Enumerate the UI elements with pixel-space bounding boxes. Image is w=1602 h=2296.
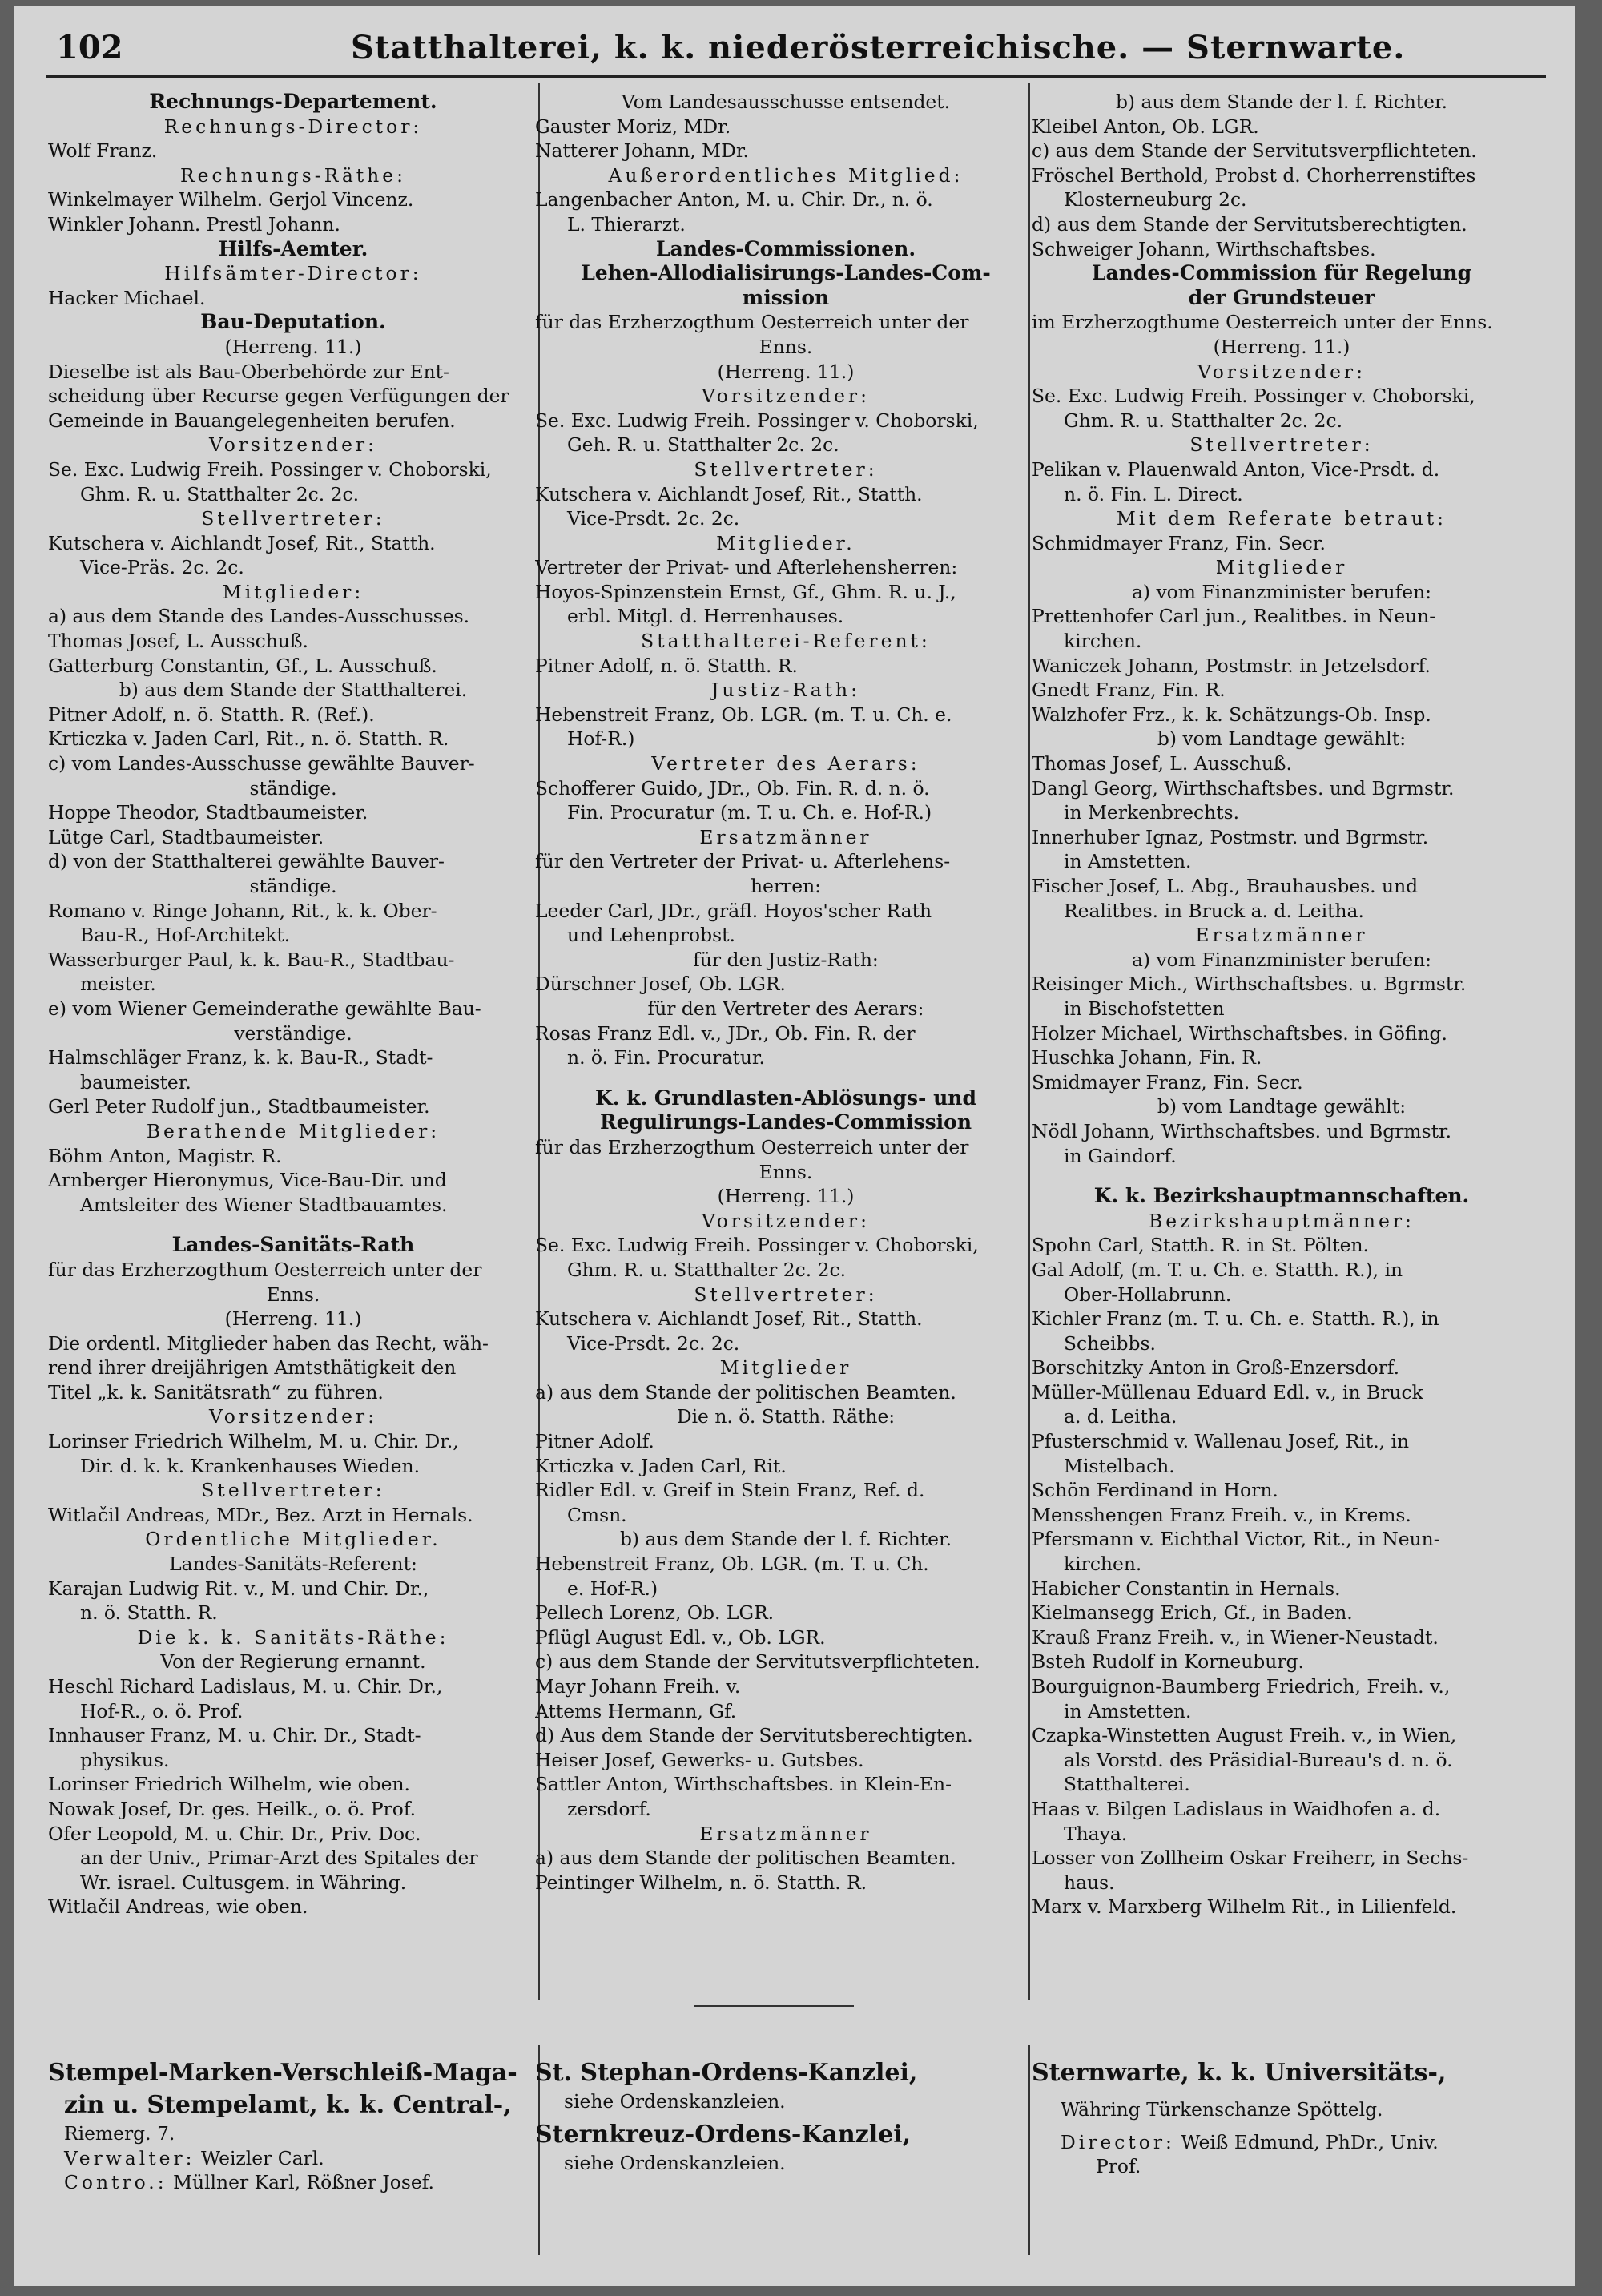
entry-line: Dangl Georg, Wirthschaftsbes. und Bgrmstr.: [1032, 776, 1455, 800]
entry-line: Hoyos-Spinzenstein Ernst, Gf., Ghm. R. u. J.,: [535, 580, 956, 603]
subheading-line: verständige.: [234, 1021, 352, 1045]
role-label: Justiz-Rath:: [711, 679, 860, 702]
entry-line: Huschka Johann, Fin. R.: [1032, 1046, 1262, 1069]
entry-line: Wasserburger Paul, k. k. Bau-R., Stadtbau-: [48, 948, 455, 971]
section-heading: K. k. Bezirkshauptmannschaften.: [1093, 1184, 1470, 1208]
subheading-line: b) vom Landtage gewählt:: [1157, 1095, 1407, 1118]
entry-continuation: Statthalterei.: [1064, 1773, 1190, 1796]
section-heading: Lehen-Allodialisirungs-Landes-Com-: [581, 261, 991, 285]
entry-line: Pellech Lorenz, Ob. LGR.: [535, 1601, 775, 1625]
subheading-line: ständige.: [249, 875, 337, 897]
subheading-line: für den Vertreter des Aerars:: [647, 997, 924, 1020]
entry-line: Mensshengen Franz Freih. v., in Krems.: [1032, 1503, 1411, 1526]
entry-line: Rosas Franz Edl. v., JDr., Ob. Fin. R. der: [535, 1021, 916, 1045]
verwalter-label: Verwalter:: [64, 2146, 195, 2169]
subheading-line: b) aus dem Stande der l. f. Richter.: [619, 1528, 952, 1551]
entry-line: Gatterburg Constantin, Gf., L. Ausschuß.: [48, 654, 437, 677]
role-label: Vorsitzender:: [701, 385, 870, 408]
entry-line: Krticzka v. Jaden Carl, Rit., n. ö. Statth. R.: [48, 727, 449, 751]
entry-continuation: Ghm. R. u. Statthalter 2c. 2c.: [567, 1258, 847, 1281]
role-label: Mitglieder.: [716, 531, 855, 554]
entry-line: Titel „k. k. Sanitätsrath“ zu führen.: [48, 1380, 384, 1404]
director-line: [1032, 2130, 1532, 2155]
entry-line: Nowak Josef, Dr. ges. Heilk., o. ö. Prof.: [48, 1797, 417, 1820]
column-divider: [1028, 2045, 1030, 2255]
role-label: Ersatzmänner: [699, 1822, 872, 1845]
section-separator: [694, 2005, 854, 2007]
verwalter-name: Weizler Carl.: [200, 2146, 324, 2169]
entry-line: Lorinser Friedrich Wilhelm, wie oben.: [48, 1773, 410, 1796]
entry-line: Hoppe Theodor, Stadtbaumeister.: [48, 801, 368, 824]
entry-line: Thomas Josef, L. Ausschuß.: [1032, 752, 1292, 775]
entry-line: Bsteh Rudolf in Korneuburg.: [1032, 1650, 1304, 1674]
entry-line: Müller-Müllenau Eduard Edl. v., in Bruck: [1032, 1380, 1423, 1404]
verwalter-line: [48, 2146, 538, 2171]
entry-continuation: Ober-Hollabrunn.: [1064, 1283, 1232, 1306]
entry-line: Schmidmayer Franz, Fin. Secr.: [1032, 531, 1326, 554]
entry-line: Ofer Leopold, M. u. Chir. Dr., Priv. Doc.: [48, 1822, 421, 1845]
entry-continuation: zersdorf.: [567, 1797, 651, 1820]
entry-continuation: Hof-R.): [567, 727, 635, 751]
entry-line: Haas v. Bilgen Ladislaus in Waidhofen a. d.: [1032, 1797, 1441, 1820]
section-heading: Rechnungs-Departement.: [149, 90, 437, 113]
subheading-line: Die n. ö. Statth. Räthe:: [676, 1405, 896, 1428]
entry-line: Winkler Johann. Prestl Johann.: [48, 212, 340, 236]
entry-continuation: n. ö. Fin. Procuratur.: [567, 1046, 765, 1069]
entry-line: Pelikan v. Plauenwald Anton, Vice-Prsdt. d.: [1032, 457, 1440, 481]
entry-line: a) aus dem Stande des Landes-Ausschusses.: [48, 605, 470, 628]
entry-line: Wolf Franz.: [48, 139, 158, 163]
entry-line: Kielmansegg Erich, Gf., in Baden.: [1032, 1601, 1353, 1625]
section-heading: Landes-Commissionen.: [655, 236, 916, 260]
role-label: Stellvertreter:: [201, 1479, 385, 1502]
subheading-line: Landes-Sanitäts-Referent:: [169, 1553, 417, 1576]
entry-line: a) aus dem Stande der politischen Beamten.: [535, 1380, 956, 1404]
text-column-middle: [535, 90, 1036, 1895]
role-label: Mitglieder: [1215, 556, 1348, 579]
entry-line: Witlačil Andreas, MDr., Bez. Arzt in Hernals.: [48, 1503, 473, 1526]
subheading-line: a) vom Finanzminister berufen:: [1131, 580, 1432, 603]
entry-line: Czapka-Winstetten August Freih. v., in Wien,: [1032, 1724, 1457, 1747]
role-label: Mitglieder: [719, 1356, 852, 1380]
entry-line: für das Erzherzogthum Oesterreich unter der: [535, 311, 969, 334]
entry-line: Kutschera v. Aichlandt Josef, Rit., Statth.: [535, 1307, 923, 1331]
entry-line: Prettenhofer Carl jun., Realitbes. in Neun-: [1032, 605, 1436, 628]
subheading-line: b) aus dem Stande der l. f. Richter.: [1115, 91, 1448, 113]
role-label: Die k. k. Sanitäts-Räthe:: [137, 1625, 449, 1649]
entry-line: Se. Exc. Ludwig Freih. Possinger v. Choborski,: [48, 457, 492, 481]
role-label: Rechnungs-Director:: [163, 115, 423, 138]
entry-line: Sattler Anton, Wirthschaftsbes. in Klein-En-: [535, 1773, 952, 1796]
role-label: Ordentliche Mitglieder.: [145, 1528, 441, 1551]
entry-line: Waniczek Johann, Postmstr. in Jetzelsdorf.: [1032, 654, 1431, 677]
role-label: Stellvertreter:: [1189, 433, 1374, 457]
section-heading: Regulirungs-Landes-Commission: [599, 1110, 972, 1134]
entry-continuation: Cmsn.: [567, 1503, 627, 1526]
entry-continuation: kirchen.: [1064, 630, 1142, 653]
entry-line: Krauß Franz Freih. v., in Wiener-Neustadt.: [1032, 1625, 1439, 1649]
role-label: Hilfsämter-Director:: [164, 262, 422, 285]
role-label: Ersatzmänner: [1195, 924, 1368, 947]
entry-line: c) vom Landes-Ausschusse gewählte Bauver-: [48, 752, 475, 775]
entry-continuation: Hof-R., o. ö. Prof.: [80, 1699, 244, 1722]
director-name: Weiß Edmund, PhDr., Univ.: [1181, 2130, 1439, 2153]
section-heading: K. k. Grundlasten-Ablösungs- und: [595, 1086, 976, 1110]
entry-line: Mayr Johann Freih. v.: [535, 1675, 741, 1698]
entry-line: Peintinger Wilhelm, n. ö. Statth. R.: [535, 1871, 867, 1894]
role-label: Vorsitzender:: [1197, 360, 1366, 383]
text-column-left: [48, 90, 538, 1919]
section-heading: Landes-Commission für Regelung: [1091, 261, 1472, 285]
subheading-line: b) aus dem Stande der Statthalterei.: [119, 679, 468, 702]
entry-line: Heiser Josef, Gewerks- u. Gutsbes.: [535, 1748, 864, 1771]
entry-continuation: Ghm. R. u. Statthalter 2c. 2c.: [80, 482, 360, 506]
entry-line: Leeder Carl, JDr., gräfl. Hoyos'scher Rath: [535, 899, 932, 922]
entry-line: Holzer Michael, Wirthschaftsbes. in Göfing.: [1032, 1021, 1447, 1045]
entry-heading: Sternkreuz-Ordens-Kanzlei,: [535, 2120, 912, 2149]
entry-line: d) aus dem Stande der Servitutsberechtigten.: [1032, 212, 1467, 236]
running-title: Statthalterei, k. k. niederösterreichische. — Sternwarte.: [351, 29, 1406, 66]
entry-continuation: in Amstetten.: [1064, 1699, 1192, 1722]
entry-line: Schofferer Guido, JDr., Ob. Fin. R. d. n. ö.: [535, 776, 930, 800]
subheading-line: (Herreng. 11.): [1213, 335, 1350, 358]
subheading-line: (Herreng. 11.): [717, 360, 855, 383]
entry-address: Währing Türkenschanze Spöttelg.: [1061, 2098, 1383, 2121]
entry-continuation: Mistelbach.: [1064, 1454, 1175, 1477]
entry-line: Kutschera v. Aichlandt Josef, Rit., Statth.: [48, 531, 436, 554]
sternwarte-entry: [1032, 2057, 1532, 2179]
entry-line: d) Aus dem Stande der Servitutsberechtigten.: [535, 1724, 973, 1747]
stempelamt-entry: [48, 2057, 538, 2195]
entry-line: Bourguignon-Baumberg Friedrich, Freih. v.,: [1032, 1675, 1451, 1698]
entry-continuation: n. ö. Statth. R.: [80, 1601, 218, 1625]
entry-continuation: und Lehenprobst.: [567, 924, 735, 947]
entry-line: Habicher Constantin in Hernals.: [1032, 1577, 1341, 1600]
entry-line: für den Vertreter der Privat- u. Afterlehens-: [535, 850, 951, 873]
subheading-line: (Herreng. 11.): [224, 335, 362, 358]
director-label: Director:: [1061, 2130, 1175, 2153]
entry-line: Gemeinde in Bauangelegenheiten berufen.: [48, 409, 456, 432]
entry-line: Krticzka v. Jaden Carl, Rit.: [535, 1454, 787, 1477]
subheading-line: (Herreng. 11.): [224, 1307, 362, 1331]
entry-line: Gauster Moriz, MDr.: [535, 115, 731, 138]
entry-line: Pflügl August Edl. v., Ob. LGR.: [535, 1625, 826, 1649]
entry-line: Spohn Carl, Statth. R. in St. Pölten.: [1032, 1234, 1369, 1257]
entry-line: Kichler Franz (m. T. u. Ch. e. Statth. R.), in: [1032, 1307, 1439, 1331]
entry-continuation: Realitbes. in Bruck a. d. Leitha.: [1064, 899, 1364, 922]
controle-label: Contro.:: [64, 2171, 167, 2194]
entry-line: Fröschel Berthold, Probst d. Chorherrenstiftes: [1032, 163, 1476, 187]
entry-continuation: in Merkenbrechts.: [1064, 801, 1240, 824]
controle-names: Müllner Karl, Rößner Josef.: [173, 2171, 434, 2194]
entry-heading: Sternwarte, k. k. Universitäts-,: [1032, 2059, 1447, 2087]
entry-heading: St. Stephan-Ordens-Kanzlei,: [535, 2059, 918, 2087]
entry-line: Witlačil Andreas, wie oben.: [48, 1895, 308, 1919]
entry-note: siehe Ordenskanzleien.: [564, 2090, 786, 2113]
role-label: Berathende Mitglieder:: [146, 1119, 441, 1142]
entry-continuation: L. Thierarzt.: [567, 212, 686, 236]
section-heading: mission: [742, 285, 830, 309]
entry-line: Halmschläger Franz, k. k. Bau-R., Stadt-: [48, 1046, 433, 1069]
entry-line: Attems Hermann, Gf.: [535, 1699, 737, 1722]
entry-line: Dürschner Josef, Ob. LGR.: [535, 973, 786, 996]
entry-line: scheidung über Recurse gegen Verfügungen der: [48, 385, 509, 408]
role-label: Außerordentliches Mitglied:: [608, 163, 964, 187]
entry-continuation: physikus.: [80, 1748, 170, 1771]
entry-line: im Erzherzogthume Oesterreich unter der Enns.: [1032, 311, 1493, 334]
entry-continuation: Vice-Prsdt. 2c. 2c.: [567, 1331, 740, 1355]
entry-line: Lorinser Friedrich Wilhelm, M. u. Chir. Dr.,: [48, 1430, 459, 1453]
entry-line: für das Erzherzogthum Oesterreich unter der: [535, 1135, 969, 1158]
document-page: [14, 6, 1575, 2286]
role-label: Vorsitzender:: [701, 1209, 870, 1232]
entry-continuation: baumeister.: [80, 1070, 191, 1094]
entry-continuation: Wr. israel. Cultusgem. in Währing.: [80, 1871, 407, 1894]
subheading-line: ständige.: [249, 776, 337, 800]
entry-line: Gerl Peter Rudolf jun., Stadtbaumeister.: [48, 1095, 430, 1118]
entry-line: Smidmayer Franz, Fin. Secr.: [1032, 1070, 1303, 1094]
controle-line: [48, 2170, 538, 2195]
entry-line: Pitner Adolf.: [535, 1430, 654, 1453]
entry-continuation: Geh. R. u. Statthalter 2c. 2c.: [567, 433, 839, 457]
header-rule: [46, 75, 1546, 78]
entry-line: Romano v. Ringe Johann, Rit., k. k. Ober-: [48, 899, 437, 922]
entry-continuation: kirchen.: [1064, 1553, 1142, 1576]
entry-line: Pfersmann v. Eichthal Victor, Rit., in Neun-: [1032, 1528, 1440, 1551]
entry-line: Ridler Edl. v. Greif in Stein Franz, Ref. d.: [535, 1479, 925, 1502]
entry-line: rend ihrer dreijährigen Amtsthätigkeit den: [48, 1356, 457, 1380]
page-number: 102: [56, 29, 123, 66]
entry-continuation: erbl. Mitgl. d. Herrenhauses.: [567, 605, 844, 628]
entry-line: Borschitzky Anton in Groß-Enzersdorf.: [1032, 1356, 1400, 1380]
role-label: Rechnungs-Räthe:: [180, 163, 406, 187]
subheading-line: (Herreng. 11.): [717, 1185, 855, 1208]
entry-line: Schön Ferdinand in Horn.: [1032, 1479, 1278, 1502]
subheading-line: herren:: [750, 875, 822, 897]
entry-line: Hebenstreit Franz, Ob. LGR. (m. T. u. Ch.: [535, 1553, 929, 1576]
entry-line: Nödl Johann, Wirthschaftsbes. und Bgrmstr.: [1032, 1119, 1452, 1142]
role-label: Vorsitzender:: [208, 1405, 377, 1428]
entry-continuation: meister.: [80, 973, 156, 996]
role-label: Vorsitzender:: [208, 433, 377, 457]
subheading-line: Enns.: [759, 335, 813, 358]
ordens-kanzlei-entries: [535, 2057, 1024, 2175]
entry-line: Losser von Zollheim Oskar Freiherr, in Sechs-: [1032, 1847, 1469, 1870]
entry-line: Arnberger Hieronymus, Vice-Bau-Dir. und: [48, 1169, 447, 1192]
entry-line: Hebenstreit Franz, Ob. LGR. (m. T. u. Ch. e.: [535, 703, 952, 726]
section-heading: Hilfs-Aemter.: [218, 236, 368, 260]
entry-continuation: Bau-R., Hof-Architekt.: [80, 924, 291, 947]
entry-line: a) aus dem Stande der politischen Beamten.: [535, 1847, 956, 1870]
entry-line: Schweiger Johann, Wirthschaftsbes.: [1032, 237, 1376, 260]
entry-heading: Stempel-Marken-Verschleiß-Maga-: [48, 2059, 517, 2087]
text-column-right: [1032, 90, 1532, 1919]
page-header: [14, 29, 1575, 75]
entry-continuation: in Gaindorf.: [1064, 1144, 1177, 1167]
entry-line: Thomas Josef, L. Ausschuß.: [48, 630, 308, 653]
entry-heading-cont: zin u. Stempelamt, k. k. Central-,: [64, 2091, 512, 2119]
subheading-line: Enns.: [266, 1283, 320, 1306]
spacer: [535, 1070, 1036, 1086]
role-label: Mit dem Referate betraut:: [1116, 507, 1447, 530]
entry-continuation: Thaya.: [1064, 1822, 1128, 1845]
spacer: [48, 1217, 538, 1233]
role-label: Stellvertreter:: [201, 507, 385, 530]
entry-line: Kutschera v. Aichlandt Josef, Rit., Statth.: [535, 482, 923, 506]
entry-continuation: Scheibbs.: [1064, 1331, 1156, 1355]
director-title: Prof.: [1096, 2155, 1141, 2178]
entry-line: Gal Adolf, (m. T. u. Ch. e. Statth. R.), in: [1032, 1258, 1403, 1281]
entry-continuation: Vice-Präs. 2c. 2c.: [80, 556, 244, 579]
entry-line: d) von der Statthalterei gewählte Bauver-: [48, 850, 445, 873]
entry-continuation: in Amstetten.: [1064, 850, 1192, 873]
entry-line: Winkelmayer Wilhelm. Gerjol Vincenz.: [48, 188, 414, 211]
entry-line: Natterer Johann, MDr.: [535, 139, 749, 163]
entry-continuation: Dir. d. k. k. Krankenhauses Wieden.: [80, 1454, 421, 1477]
entry-continuation: e. Hof-R.): [567, 1577, 658, 1600]
entry-line: Innerhuber Ignaz, Postmstr. und Bgrmstr.: [1032, 825, 1429, 848]
entry-line: Hacker Michael.: [48, 286, 206, 309]
entry-line: Pfusterschmid v. Wallenau Josef, Rit., in: [1032, 1430, 1410, 1453]
entry-line: Vertreter der Privat- und Afterlehensherren:: [535, 556, 958, 579]
entry-line: Se. Exc. Ludwig Freih. Possinger v. Choborski,: [1032, 385, 1475, 408]
role-label: Statthalterei-Referent:: [641, 630, 931, 653]
entry-line: Se. Exc. Ludwig Freih. Possinger v. Choborski,: [535, 1234, 979, 1257]
entry-continuation: a. d. Leitha.: [1064, 1405, 1177, 1428]
entry-line: Marx v. Marxberg Wilhelm Rit., in Lilienfeld.: [1032, 1895, 1457, 1919]
role-label: Bezirkshauptmänner:: [1149, 1209, 1415, 1232]
entry-line: Kleibel Anton, Ob. LGR.: [1032, 115, 1259, 138]
entry-line: c) aus dem Stande der Servitutsverpflichteten.: [1032, 139, 1477, 163]
subheading-line: Von der Regierung ernannt.: [160, 1650, 426, 1674]
role-label: Ersatzmänner: [699, 825, 872, 848]
section-heading: Landes-Sanitäts-Rath: [171, 1233, 415, 1257]
entry-continuation: an der Univ., Primar-Arzt des Spitales der: [80, 1847, 478, 1870]
entry-continuation: in Bischofstetten: [1064, 997, 1225, 1020]
entry-line: c) aus dem Stande der Servitutsverpflichteten.: [535, 1650, 980, 1674]
entry-continuation: Ghm. R. u. Statthalter 2c. 2c.: [1064, 409, 1343, 432]
entry-line: Pitner Adolf, n. ö. Statth. R.: [535, 654, 798, 677]
subheading-line: Vom Landesausschusse entsendet.: [621, 91, 951, 113]
entry-line: Pitner Adolf, n. ö. Statth. R. (Ref.).: [48, 703, 375, 726]
entry-note: siehe Ordenskanzleien.: [564, 2151, 786, 2174]
entry-continuation: Amtsleiter des Wiener Stadtbauamtes.: [80, 1193, 448, 1216]
subheading-line: Enns.: [759, 1160, 813, 1183]
entry-line: Reisinger Mich., Wirthschaftsbes. u. Bgrmstr.: [1032, 973, 1467, 996]
entry-line: Walzhofer Frz., k. k. Schätzungs-Ob. Insp.: [1032, 703, 1431, 726]
entry-continuation: Fin. Procuratur (m. T. u. Ch. e. Hof-R.): [567, 801, 932, 824]
section-heading: Bau-Deputation.: [200, 310, 386, 334]
subheading-line: a) vom Finanzminister berufen:: [1131, 948, 1432, 971]
subheading-line: für den Justiz-Rath:: [693, 948, 879, 971]
role-label: Vertreter des Aerars:: [651, 752, 920, 775]
entry-line: Heschl Richard Ladislaus, M. u. Chir. Dr.,: [48, 1675, 443, 1698]
entry-line: Karajan Ludwig Rit. v., M. und Chir. Dr.,: [48, 1577, 429, 1600]
section-heading: der Grundsteuer: [1188, 285, 1375, 309]
entry-line: Böhm Anton, Magistr. R.: [48, 1144, 282, 1167]
entry-address: Riemerg. 7.: [64, 2122, 175, 2145]
entry-line: Innhauser Franz, M. u. Chir. Dr., Stadt-: [48, 1724, 421, 1747]
entry-line: Dieselbe ist als Bau-Oberbehörde zur Ent-: [48, 360, 449, 383]
entry-line: Lütge Carl, Stadtbaumeister.: [48, 825, 324, 848]
spacer: [1032, 1168, 1532, 1184]
entry-continuation: Vice-Prsdt. 2c. 2c.: [567, 507, 740, 530]
entry-line: Fischer Josef, L. Abg., Brauhausbes. und: [1032, 875, 1419, 897]
entry-line: für das Erzherzogthum Oesterreich unter der: [48, 1258, 482, 1281]
role-label: Stellvertreter:: [694, 457, 878, 481]
entry-continuation: als Vorstd. des Präsidial-Bureau's d. n. ö.: [1064, 1748, 1453, 1771]
entry-line: Gnedt Franz, Fin. R.: [1032, 679, 1226, 702]
entry-continuation: Klosterneuburg 2c.: [1064, 188, 1247, 211]
entry-continuation: n. ö. Fin. L. Direct.: [1064, 482, 1243, 506]
role-label: Mitglieder:: [222, 580, 364, 603]
entry-line: Langenbacher Anton, M. u. Chir. Dr., n. ö.: [535, 188, 933, 211]
subheading-line: b) vom Landtage gewählt:: [1157, 727, 1407, 751]
entry-line: Die ordentl. Mitglieder haben das Recht, wäh-: [48, 1331, 489, 1355]
entry-continuation: haus.: [1064, 1871, 1115, 1894]
entry-line: e) vom Wiener Gemeinderathe gewählte Bau-: [48, 997, 481, 1020]
entry-line: Se. Exc. Ludwig Freih. Possinger v. Choborski,: [535, 409, 979, 432]
role-label: Stellvertreter:: [694, 1283, 878, 1306]
